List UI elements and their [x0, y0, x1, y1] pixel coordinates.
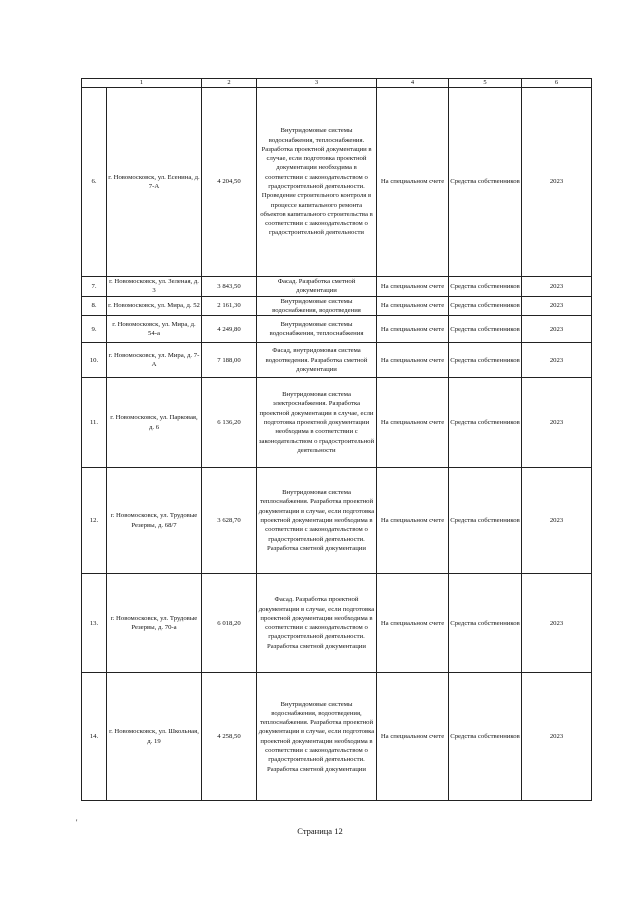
year-cell: 2023 [522, 468, 592, 574]
year-cell: 2023 [522, 316, 592, 343]
address-cell: г. Новомосковск, ул. Трудовые Резервы, д. 70-а [107, 574, 202, 673]
work-cell: Внутридомовые системы водоснабжения, водоотведения, теплоснабжения. Разработка проектной документации в случае, если подготовка проектной документации необходима в соответствии с законодательством о градостроительной деятельности. Разработка сметной документации [257, 673, 377, 801]
row-number: 10. [82, 343, 107, 378]
cost-cell: 6 136,20 [202, 378, 257, 468]
table-row [82, 378, 592, 468]
scan-mark: ' [76, 818, 78, 827]
cost-cell: 4 258,50 [202, 673, 257, 801]
cost-cell: 4 204,50 [202, 88, 257, 277]
account-cell: На специальном счете [377, 296, 449, 316]
year-cell: 2023 [522, 343, 592, 378]
source-cell: Средства собственников [449, 316, 522, 343]
source-cell: Средства собственников [449, 277, 522, 297]
year-cell: 2023 [522, 277, 592, 297]
table-row [82, 296, 592, 316]
cost-cell: 3 628,70 [202, 468, 257, 574]
address-cell: г. Новомосковск, ул. Есенина, д. 7-А [107, 88, 202, 277]
source-cell: Средства собственников [449, 468, 522, 574]
row-number: 12. [82, 468, 107, 574]
address-cell: г. Новомосковск, ул. Мира, д. 7-А [107, 343, 202, 378]
account-cell: На специальном счете [377, 88, 449, 277]
address-cell: г. Новомосковск, ул. Школьная, д. 19 [107, 673, 202, 801]
address-cell: г. Новомосковск, ул. Парковая, д. 6 [107, 378, 202, 468]
row-number: 11. [82, 378, 107, 468]
account-cell: На специальном счете [377, 574, 449, 673]
work-cell: Внутридомовая система теплоснабжения. Разработка проектной документации в случае, если подготовка проектной документации необходима в соответствии с законодательством о градостроительной деятельности. Разработка сметной документации [257, 468, 377, 574]
source-cell: Средства собственников [449, 574, 522, 673]
table-row [82, 316, 592, 343]
row-number: 14. [82, 673, 107, 801]
row-number: 6. [82, 88, 107, 277]
account-cell: На специальном счете [377, 378, 449, 468]
cost-cell: 7 188,00 [202, 343, 257, 378]
source-cell: Средства собственников [449, 378, 522, 468]
source-cell: Средства собственников [449, 88, 522, 277]
column-number: 5 [449, 79, 522, 88]
work-cell: Фасад, внутридомовая система водоотведения. Разработка сметной документации [257, 343, 377, 378]
table-row [82, 88, 592, 277]
source-cell: Средства собственников [449, 673, 522, 801]
column-number: 3 [257, 79, 377, 88]
account-cell: На специальном счете [377, 343, 449, 378]
account-cell: На специальном счете [377, 673, 449, 801]
works-table [81, 78, 592, 801]
year-cell: 2023 [522, 574, 592, 673]
source-cell: Средства собственников [449, 343, 522, 378]
address-cell: г. Новомосковск, ул. Трудовые Резервы, д. 68/7 [107, 468, 202, 574]
year-cell: 2023 [522, 296, 592, 316]
work-cell: Фасад. Разработка сметной документации [257, 277, 377, 297]
cost-cell: 4 249,80 [202, 316, 257, 343]
address-cell: г. Новомосковск, ул. Зеленая, д. 3 [107, 277, 202, 297]
column-number: 1 [82, 79, 202, 88]
row-number: 7. [82, 277, 107, 297]
row-number: 8. [82, 296, 107, 316]
year-cell: 2023 [522, 378, 592, 468]
cost-cell: 2 161,30 [202, 296, 257, 316]
account-cell: На специальном счете [377, 468, 449, 574]
table-row [82, 468, 592, 574]
table-row [82, 673, 592, 801]
row-number: 13. [82, 574, 107, 673]
table-row [82, 343, 592, 378]
work-cell: Внутридомовая система электроснабжения. Разработка проектной документации в случае, если подготовка проектной документации необходима в соответствии с законодательством о градостроительной деятельности [257, 378, 377, 468]
work-cell: Внутридомовые системы водоснабжения, теплоснабжения [257, 316, 377, 343]
address-cell: г. Новомосковск, ул. Мира, д. 52 [107, 296, 202, 316]
column-number: 4 [377, 79, 449, 88]
cost-cell: 3 843,50 [202, 277, 257, 297]
table-row [82, 277, 592, 297]
account-cell: На специальном счете [377, 277, 449, 297]
source-cell: Средства собственников [449, 296, 522, 316]
column-number: 2 [202, 79, 257, 88]
cost-cell: 6 018,20 [202, 574, 257, 673]
work-cell: Внутридомовые системы водоснабжения, теплоснабжения. Разработка проектной документации в случае, если подготовка проектной документации необходима в соответствии с законодательством о градостроительной деятельности. Проведение строительного контроля в процессе капитального ремонта объектов капитального строительства в соответствии с законодательством о градостроительной деятельности [257, 88, 377, 277]
year-cell: 2023 [522, 88, 592, 277]
column-number: 6 [522, 79, 592, 88]
row-number: 9. [82, 316, 107, 343]
column-number-row [82, 79, 592, 88]
table-row [82, 574, 592, 673]
work-cell: Внутридомовые системы водоснабжения, водоотведения [257, 296, 377, 316]
account-cell: На специальном счете [377, 316, 449, 343]
address-cell: г. Новомосковск, ул. Мира, д. 54-а [107, 316, 202, 343]
page-number: Страница 12 [297, 826, 343, 836]
work-cell: Фасад. Разработка проектной документации в случае, если подготовка проектной документации необходима в соответствии с законодательством о градостроительной деятельности. Разработка сметной документации [257, 574, 377, 673]
table-body [82, 79, 592, 801]
year-cell: 2023 [522, 673, 592, 801]
